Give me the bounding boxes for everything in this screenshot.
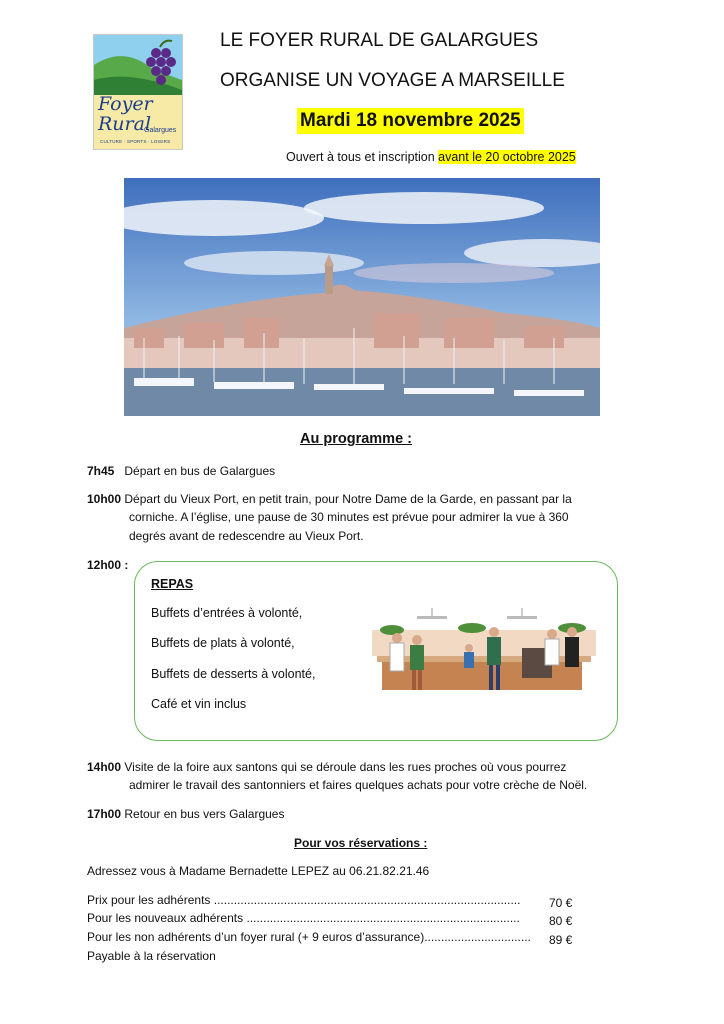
price-row <box>87 930 587 947</box>
price-label: Prix pour les adhérents ............................................................................................ <box>87 893 521 907</box>
price-row <box>87 911 587 928</box>
step-1400 <box>87 758 566 776</box>
meal-item: Café et vin inclus <box>151 697 247 711</box>
meal-item: Buffets d’entrées à volonté, <box>151 606 303 620</box>
registration-deadline: avant le 20 octobre 2025 <box>438 150 576 164</box>
registration-info <box>286 150 576 164</box>
step-text-cont: degrés avant de redescendre au Vieux Port. <box>129 529 364 543</box>
reservations-heading: Pour vos réservations : <box>294 836 428 850</box>
price-row <box>87 893 587 910</box>
program-heading: Au programme : <box>300 431 412 447</box>
title-line1: LE FOYER RURAL DE GALARGUES <box>220 30 539 51</box>
logo-line2: Rural <box>98 113 152 135</box>
price-amount: 89 € <box>549 933 573 947</box>
logo-line1: Foyer <box>98 93 153 115</box>
logo-place: Galargues <box>144 127 177 134</box>
step-text: Visite de la foire aux santons qui se déroule dans les rues proches où vous pourrez <box>124 760 567 774</box>
price-label: Pour les nouveaux adhérents .................................................................................. <box>87 911 520 925</box>
step-1700 <box>87 805 284 823</box>
step-text-cont: corniche. A l’église, une pause de 30 minutes est prévue pour admirer la vue à 360 <box>129 510 569 524</box>
step-time-1200: 12h00 : <box>87 558 129 572</box>
payment-note: Payable à la réservation <box>87 949 216 963</box>
step-time: 17h00 <box>87 807 122 821</box>
step-time: 10h00 <box>87 492 122 506</box>
step-text: Départ en bus de Galargues <box>124 464 276 478</box>
buffet-illustration-icon <box>372 608 596 698</box>
meal-title: REPAS <box>151 577 194 591</box>
step-text: Retour en bus vers Galargues <box>124 807 285 821</box>
meal-item: Buffets de plats à volonté, <box>151 636 295 650</box>
price-amount: 80 € <box>549 914 573 928</box>
logo-tagline: CULTURE · SPORTS · LOISIRS <box>100 139 171 144</box>
price-amount: 70 € <box>549 896 573 910</box>
meal-item: Buffets de desserts à volonté, <box>151 667 316 681</box>
step-text-cont: admirer le travail des santonniers et faires quelques achats pour votre crèche de Noël. <box>129 778 588 792</box>
step-0745 <box>87 462 275 480</box>
marseille-photo <box>124 178 600 416</box>
event-date: Mardi 18 novembre 2025 <box>297 108 524 134</box>
foyer-rural-logo <box>93 34 183 150</box>
price-label: Pour les non adhérents d’un foyer rural (+ 9 euros d’assurance)................................ <box>87 930 531 944</box>
step-time: 14h00 <box>87 760 122 774</box>
step-time: 7h45 <box>87 464 115 478</box>
registration-text: Ouvert à tous et inscription <box>286 150 439 164</box>
step-text: Départ du Vieux Port, en petit train, pour Notre Dame de la Garde, en passant par la <box>124 492 572 506</box>
contact-info: Adressez vous à Madame Bernadette LEPEZ au 06.21.82.21.46 <box>87 864 430 878</box>
title-line2: ORGANISE UN VOYAGE A MARSEILLE <box>220 70 565 91</box>
step-1000 <box>87 490 572 508</box>
